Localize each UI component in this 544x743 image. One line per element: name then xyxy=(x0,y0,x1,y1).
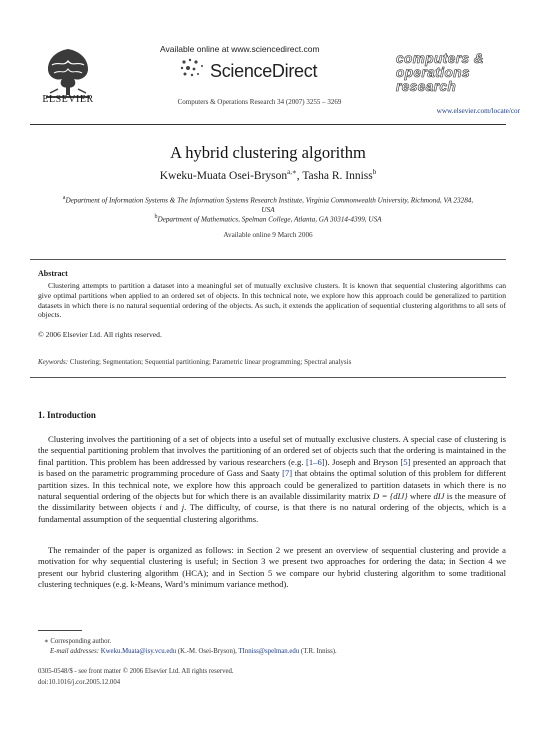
author-name: Tasha R. Inniss xyxy=(302,169,373,182)
keywords xyxy=(38,358,506,366)
author-affiliation-marker: b xyxy=(372,168,377,176)
citation-link[interactable]: [5] xyxy=(400,456,411,467)
keywords-label: Keywords: xyxy=(38,358,69,366)
keywords-list: Clustering; Segmentation; Sequential partitioning; Parametric linear programming; Spectral analysis xyxy=(69,358,352,366)
journal-reference: Computers & Operations Research 34 (2007) 3255 – 3269 xyxy=(177,98,342,106)
abstract-text: Clustering attempts to partition a dataset into a meaningful set of mutually exclusive clusters. It is known that sequential clustering algorithms can give optimal partitions when applied to an ordered set of objects. In this technical note, we explore how this approach could be generalized to partition datasets in which there is no natural sequential ordering of the objects. As such, it extends the application of sequential clustering algorithms to all sets of objects. xyxy=(38,281,506,320)
citation-link[interactable]: [7] xyxy=(282,468,293,479)
paragraph-text: and xyxy=(161,502,182,513)
corresponding-author-note: ∗ Corresponding author. xyxy=(44,638,112,645)
available-online-date: Available online 9 March 2006 xyxy=(223,231,313,239)
paragraph-text: where xyxy=(407,491,434,502)
email-link[interactable]: TInniss@spelman.edu xyxy=(238,648,300,655)
abstract-divider xyxy=(30,259,506,260)
inline-math: j xyxy=(181,502,185,513)
citation-link[interactable]: [1–6] xyxy=(306,456,325,467)
email-footnote xyxy=(50,648,510,655)
header-divider xyxy=(30,124,506,125)
journal-logo-word: computers & xyxy=(396,51,485,66)
paragraph-text: Clustering involves the partitioning of a set of objects into a useful set of mutually exclusive clusters. A special case of clustering is the sequential partitioning problem that involves the partitioning of an ordered set of objects such that the ordering is maintained in the final partition. This problem has been addressed by various researchers (e.g. xyxy=(38,434,506,467)
affiliation-marker: a xyxy=(62,195,66,201)
doi-line: doi:10.1016/j.cor.2005.12.004 xyxy=(38,679,121,686)
affiliation-marker: b xyxy=(154,214,158,220)
journal-logo xyxy=(396,52,514,94)
available-online-text: Available online at www.sciencedirect.com xyxy=(160,44,320,54)
inline-math: i xyxy=(159,502,162,513)
email-link[interactable]: Kweku.Muata@isy.vcu.edu xyxy=(100,648,177,655)
affiliation-text: Department of Information Systems & The Information Systems Research Institute, Virginia Commonwealth University, Richmond, VA 23284, USA xyxy=(65,196,474,215)
affiliation xyxy=(60,212,476,224)
body-paragraph xyxy=(38,434,506,525)
elsevier-wordmark: ELSEVIER xyxy=(42,94,94,105)
inline-math: D = {dIJ} xyxy=(373,491,408,502)
copyright-notice: © 2006 Elsevier Ltd. All rights reserved. xyxy=(38,330,162,339)
affiliation-text: Department of Mathematics, Spelman College, Atlanta, GA 30314-4399, USA xyxy=(157,215,382,224)
email-label: E-mail addresses: xyxy=(50,648,100,655)
paragraph-text: . The difficulty, of course, is that there is no natural ordering of the objects, which is a fundamental assumption of the sequential clustering algorithms. xyxy=(38,502,506,524)
author-list xyxy=(30,168,506,182)
abstract-heading: Abstract xyxy=(38,269,68,278)
section-heading: 1. Introduction xyxy=(38,410,96,420)
abstract-divider xyxy=(30,377,506,378)
journal-logo-word: research xyxy=(396,79,457,94)
sciencedirect-name: ScienceDirect xyxy=(210,61,318,81)
paragraph-text: that obtains the optimal solution of this problem for different partition sizes. In this technical note, we explore how this approach could be generalized to partition datasets in which there is no natural sequential ordering of the objects but for which there is an available dissimilarity matrix xyxy=(38,468,506,502)
author-separator: , xyxy=(296,169,303,182)
paragraph-text: is the measure of the dissimilarity between objects xyxy=(38,491,506,513)
footnote-divider xyxy=(38,630,82,631)
author-name: Kweku-Muata Osei-Bryson xyxy=(159,169,288,182)
paragraph-text: presented an approach that is based on the parametric programming procedure of Gass and Saaty xyxy=(38,456,506,479)
paragraph-text: ). Joseph and Bryson xyxy=(324,456,401,467)
journal-url-link[interactable]: www.elsevier.com/locate/cor xyxy=(436,107,520,115)
email-owner: (K.-M. Osei-Bryson), xyxy=(176,648,239,655)
journal-logo-word: operations xyxy=(396,65,471,80)
body-paragraph: The remainder of the paper is organized as follows: in Section 2 we present an overview of sequential clustering and provide a motivation for why sequential clustering is useful; in Section 3 we present two approaches for ordering the data; in Section 4 we present our hybrid clustering algorithm (HCA); and in Section 5 we compare our hybrid clustering algorithm to some traditional clustering techniques (e.g. k-Means, Ward’s minimum variance method). xyxy=(38,545,506,590)
article-title: A hybrid clustering algorithm xyxy=(170,143,366,162)
inline-math: dIJ xyxy=(433,491,445,502)
elsevier-tree-logo xyxy=(38,40,98,102)
author-affiliation-marker: a,∗ xyxy=(287,168,297,176)
issn-line: 0305-0548/$ - see front matter © 2006 Elsevier Ltd. All rights reserved. xyxy=(38,668,234,675)
email-owner: (T.R. Inniss). xyxy=(299,648,337,655)
